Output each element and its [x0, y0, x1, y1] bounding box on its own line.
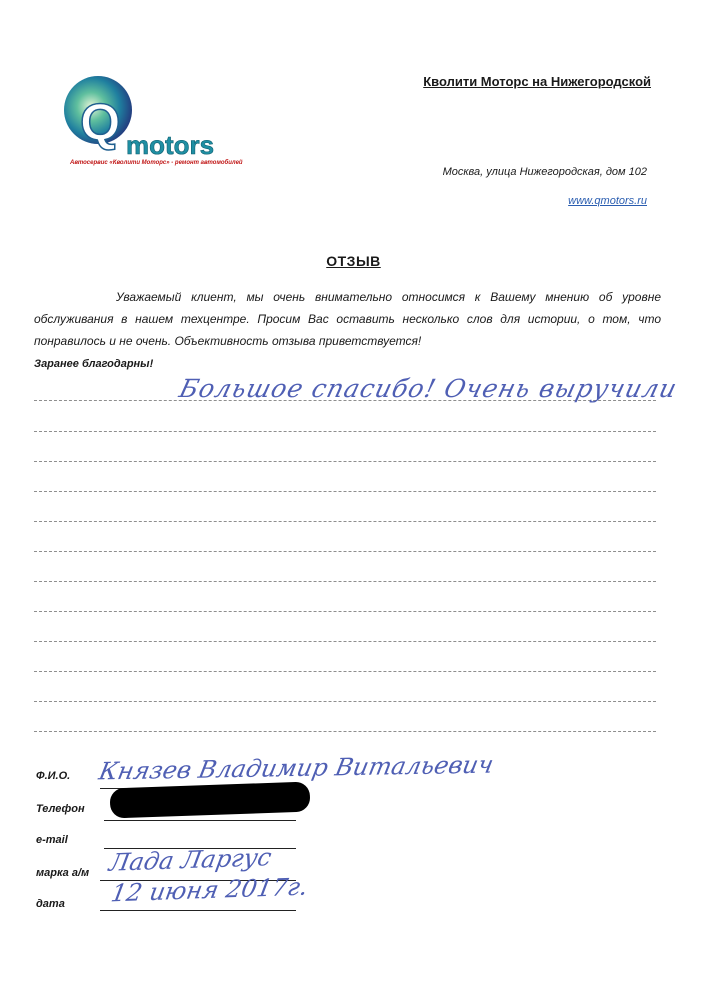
field-date-value: 12 июня 2017г. — [108, 872, 311, 908]
field-car-value: Лада Ларгус — [106, 843, 274, 877]
company-name: Кволити Моторс на Нижегородской — [423, 74, 651, 89]
review-line — [34, 521, 656, 522]
intro-paragraph: Уважаемый клиент, мы очень внимательно относимся к Вашему мнению об уровне обслуживания в нашем техцентре. Просим Вас оставить несколько слов для истории, о том, что понравилось и не очень. Объективность отзыва приветствуется! — [34, 290, 661, 348]
website-link[interactable]: www.qmotors.ru — [568, 195, 647, 207]
field-name-label: Ф.И.О. — [36, 770, 71, 782]
review-line — [34, 701, 656, 702]
review-handwriting: Большое спасибо! Очень выручили — [176, 374, 681, 403]
thanks-label: Заранее благодарны! — [34, 358, 154, 370]
review-line — [34, 551, 656, 552]
field-car-label: марка а/м — [36, 867, 90, 879]
field-date-label: дата — [36, 898, 65, 910]
redaction-mark — [110, 782, 311, 819]
review-line — [34, 491, 656, 492]
review-line — [34, 731, 656, 732]
logo-wordmark: motors — [126, 130, 215, 160]
review-line — [34, 431, 656, 432]
logo-letter: Q — [80, 94, 121, 152]
field-phone-line — [104, 820, 296, 821]
review-line — [34, 641, 656, 642]
review-line — [34, 461, 656, 462]
page-title: ОТЗЫВ — [326, 253, 381, 269]
field-phone-label: Телефон — [36, 803, 85, 815]
company-address: Москва, улица Нижегородская, дом 102 — [442, 166, 647, 178]
review-line — [34, 671, 656, 672]
field-email-label: e-mail — [36, 834, 68, 846]
logo-tagline: Автосервис «Кволити Моторс» - ремонт автомобилей — [70, 160, 243, 166]
field-date-line — [100, 910, 296, 911]
field-name-value: Князев Владимир Витальевич — [96, 750, 496, 786]
review-line — [34, 611, 656, 612]
review-line — [34, 581, 656, 582]
